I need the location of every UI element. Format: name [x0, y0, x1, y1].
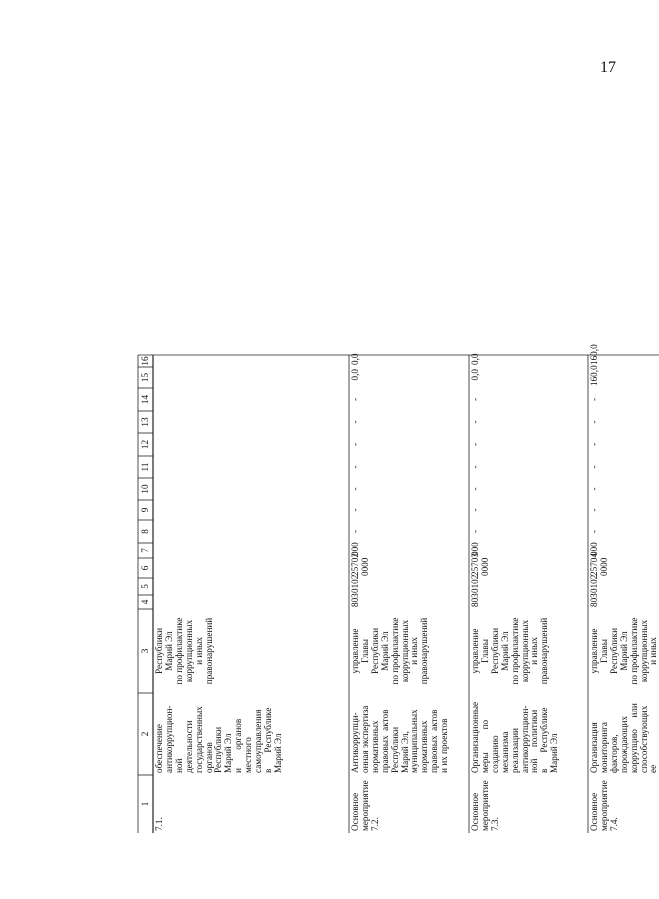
row-2-measure-number: Основное мероприятие 7.2.	[350, 780, 380, 831]
row-3-c6: 25703 0000	[470, 553, 490, 576]
row-4-c4: 803	[589, 593, 599, 607]
row-4-c16: 160,0	[589, 344, 599, 365]
row-2-c9: -	[350, 508, 360, 512]
row-4-measure-title: Организация мониторинга факторов, порождающих коррупцию или способствующих ее	[589, 703, 659, 773]
row-3-c9: -	[470, 508, 480, 512]
row-4-c6: 25704 0000	[589, 553, 609, 576]
row-3-measure-number: Основное мероприятие 7.3.	[470, 780, 500, 831]
col-header-7: 7	[140, 548, 150, 553]
row-2-executor: управление Главы Республики Марий Эл по профилактике коррупционных и иных правонарушений	[350, 617, 430, 685]
col-header-12: 12	[140, 439, 150, 450]
row-4-executor: управление Главы Республики Марий Эл по профилактике коррупционных и иных	[589, 617, 659, 685]
row-2-c8: -	[350, 529, 360, 534]
row-3-c13: -	[470, 420, 480, 424]
row-4-c12: -	[589, 442, 599, 447]
row-3-c12: -	[470, 442, 480, 447]
col-header-9: 9	[140, 507, 150, 513]
row-3-c11: -	[470, 465, 480, 469]
row-3-c4: 803	[470, 593, 480, 607]
row-4-c8: -	[589, 529, 599, 534]
budget-table	[138, 81, 659, 833]
col-header-15: 15	[140, 372, 150, 383]
col-header-13: 13	[140, 417, 150, 427]
row-3-c8: -	[470, 529, 480, 534]
row-2-c14: -	[350, 397, 360, 402]
col-header-3: 3	[140, 648, 150, 654]
row-2-c12: -	[350, 442, 360, 447]
row-4-c13: -	[589, 420, 599, 424]
col-header-11: 11	[140, 462, 150, 472]
col-header-5: 5	[140, 584, 150, 589]
row-1-measure-number: 7.1.	[154, 817, 164, 831]
row-4-measure-number: Основное мероприятие 7.4.	[589, 780, 619, 831]
row-2-c7: 000	[350, 542, 360, 556]
row-1-measure-title: обеспечение антикоррупцион- ной деятельности государственных органов Республики Марий Эл и органов местного самоуправления в Республике Марий Эл	[154, 705, 283, 773]
col-header-2: 2	[140, 731, 150, 737]
col-header-10: 10	[140, 484, 150, 494]
col-header-4: 4	[140, 599, 150, 605]
row-4-c10: -	[589, 487, 599, 491]
col-header-6: 6	[140, 565, 150, 571]
page-number: 17	[600, 59, 616, 76]
row-3-executor: управление Главы Республики Марий Эл по профилактике коррупционных и иных правонарушений	[470, 617, 550, 685]
row-4-c7: 000	[589, 542, 599, 556]
row-2-c11: -	[350, 465, 360, 469]
row-2-c10: -	[350, 487, 360, 491]
col-header-1: 1	[140, 801, 150, 807]
row-2-c4: 803	[350, 593, 360, 607]
row-3-c5: 0102	[470, 574, 480, 593]
row-2-c15: 0,0	[350, 369, 360, 381]
row-3-c16: 0,0	[470, 353, 480, 365]
row-3-c14: -	[470, 397, 480, 402]
row-4-c5: 0102	[589, 574, 599, 593]
row-2-c13: -	[350, 420, 360, 424]
col-header-8: 8	[140, 529, 150, 534]
col-header-16: 16	[140, 356, 150, 366]
row-3-c7: 000	[470, 542, 480, 556]
row-4-c9: -	[589, 508, 599, 512]
row-2-c6: 25702 0000	[350, 553, 370, 576]
row-4-c14: -	[589, 397, 599, 402]
row-1-executor: Республики Марий Эл по профилактике коррупционных и иных правонарушений	[154, 617, 214, 685]
row-3-c10: -	[470, 487, 480, 491]
row-2-c16: 0,0	[350, 353, 360, 365]
row-3-c15: 0,0	[470, 369, 480, 381]
row-3-measure-title: Организационные меры по созданию механизма реализации антикоррупцион- ной политики в Республике Марий Эл	[470, 701, 560, 773]
col-header-14: 14	[140, 394, 150, 405]
row-4-c11: -	[589, 465, 599, 469]
row-2-c5: 0102	[350, 574, 360, 593]
row-2-measure-title: Антикоррупци- онная экспертиза нормативных правовых актов Республики Марий Эл, муниципальных нормативных правовых актов и их проектов	[350, 705, 450, 773]
row-4-c15: 160,0	[589, 365, 599, 386]
